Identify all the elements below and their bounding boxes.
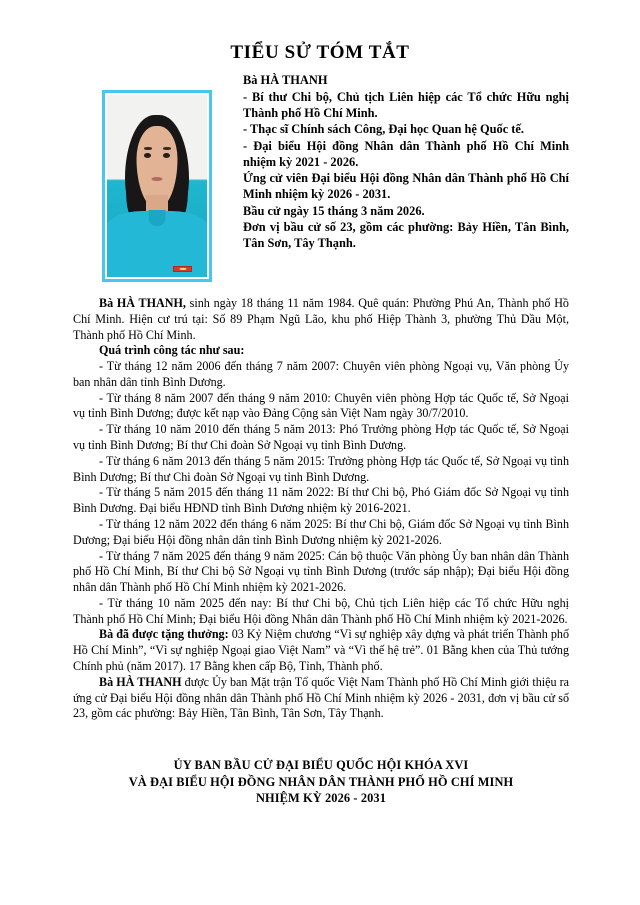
candidate-photo — [102, 90, 212, 282]
footer-line-1: ỦY BAN BẦU CỬ ĐẠI BIỂU QUỐC HỘI KHÓA XVI — [173, 758, 469, 772]
bio-intro-detail: sinh ngày 18 tháng 11 năm 1984. Quê quán: Phường Phú An, Thành phố Hồ Chí Minh. Hiện cư trú tại: Số 89 Phạm Ngũ Lão, khu phố Hiệp Thành 3, phường Thủ Dầu Một, Thành phố Hồ Chí Minh. — [73, 296, 569, 342]
portrait-eyebrow-right — [163, 147, 171, 150]
career-entry: - Từ tháng 5 năm 2015 đến tháng 11 năm 2022: Bí thư Chi bộ, Phó Giám đốc Sở Ngoại vụ tỉnh Bình Dương. Đại biểu HĐND tỉnh Bình Dương nhiệm kỳ 2016-2021. — [73, 485, 569, 516]
portrait-eye-left — [144, 153, 151, 158]
flag-badge-icon — [173, 266, 193, 272]
nomination-detail: được Ủy ban Mặt trận Tổ quốc Việt Nam Thành phố Hồ Chí Minh giới thiệu ra ứng cử Đại biểu Hội đồng nhân dân Thành phố Hồ Chí Minh nhiệm kỳ 2026 - 2031, đơn vị bầu cử số 23, gồm các phường: Bảy Hiền, Tân Bình, Tân Sơn, Tây Thạnh. — [73, 674, 569, 721]
summary-line-candidacy: Ứng cử viên Đại biểu Hội đồng Nhân dân Thành phố Hồ Chí Minh nhiệm kỳ 2026 - 2031. — [243, 171, 569, 201]
candidate-header — [73, 72, 569, 292]
career-entry: - Từ tháng 7 năm 2025 đến tháng 9 năm 2025: Cán bộ thuộc Văn phòng Ủy ban nhân dân Thành phố Hồ Chí Minh, Bí thư Chi bộ Sở Ngoại vụ tỉnh Bình Dương (trước sáp nhập); Đại biểu Hội đồng nhân dân Thành phố Hồ Chí Minh nhiệm kỳ 2021-2026. — [73, 548, 569, 595]
document-footer — [73, 757, 569, 807]
career-entry: - Từ tháng 10 năm 2025 đến nay: Bí thư Chi bộ, Chủ tịch Liên hiệp các Tổ chức Hữu nghị Thành phố Hồ Chí Minh; Đại biểu Hội đồng Nhân dân Thành phố Hồ Chí Minh nhiệm kỳ 2021-2026. — [73, 595, 569, 626]
bio-intro-paragraph — [73, 296, 569, 343]
portrait-hair-right — [176, 150, 188, 216]
candidate-name: Bà HÀ THANH — [243, 73, 328, 87]
footer-line-2: VÀ ĐẠI BIỂU HỘI ĐỒNG NHÂN DÂN THÀNH PHỐ HỒ CHÍ MINH — [128, 774, 514, 789]
awards-label: Bà đã được tặng thưởng: — [99, 627, 229, 642]
summary-line-education: - Thạc sĩ Chính sách Công, Đại học Quan hệ Quốc tế. — [243, 122, 525, 136]
nomination-paragraph — [73, 675, 569, 722]
awards-detail: 03 Kỷ Niệm chương “Vì sự nghiệp xây dựng và phát triển Thành phố Hồ Chí Minh”, “Vì sự nghiệp Ngoại giao Việt Nam” và “Vì thế hệ trẻ”. 01 Bằng khen của Thủ tướng Chính phủ (năm 2017). 17 Bằng khen cấp Bộ, Tỉnh, Thành phố. — [73, 627, 569, 673]
career-entry: - Từ tháng 6 năm 2013 đến tháng 5 năm 2015: Trưởng phòng Hợp tác Quốc tế, Sở Ngoại vụ tỉnh Bình Dương; Bí thư Chi đoàn Sở Ngoại vụ tỉnh Bình Dương. — [73, 453, 569, 484]
summary-line-current-term: - Đại biểu Hội đồng Nhân dân Thành phố Hồ Chí Minh nhiệm kỳ 2021 - 2026. — [243, 138, 569, 169]
portrait-image — [107, 95, 207, 277]
career-entry: - Từ tháng 10 năm 2010 đến tháng 5 năm 2013: Phó Trưởng phòng Hợp tác Quốc tế, Sở Ngoại vụ tỉnh Bình Dương; Bí thư Chi đoàn Sở Ngoại vụ tỉnh Bình Dương. — [73, 422, 569, 453]
summary-line-constituency: Đơn vị bầu cử số 23, gồm các phường: Bảy Hiền, Tân Bình, Tân Sơn, Tây Thạnh. — [243, 220, 569, 250]
biography-body — [73, 296, 569, 722]
career-entry: - Từ tháng 12 năm 2022 đến tháng 6 năm 2025: Bí thư Chi bộ, Giám đốc Sở Ngoại vụ tỉnh Bình Dương; Đại biểu Hội đồng nhân dân tỉnh Bình Dương nhiệm kỳ 2021-2026. — [73, 516, 569, 547]
career-heading — [73, 343, 569, 359]
candidate-summary — [243, 72, 569, 252]
summary-line-election-date: Bầu cử ngày 15 tháng 3 năm 2026. — [243, 203, 425, 218]
portrait-eye-right — [163, 153, 170, 158]
career-entry: - Từ tháng 12 năm 2006 đến tháng 7 năm 2007: Chuyên viên phòng Ngoại vụ, Văn phòng Ủy ban nhân dân tỉnh Bình Dương. — [73, 359, 569, 389]
bio-intro-name: Bà HÀ THANH, — [99, 296, 186, 310]
portrait-eyebrow-left — [144, 147, 152, 150]
career-heading-text: Quá trình công tác như sau: — [99, 343, 245, 358]
summary-line-position: - Bí thư Chi bộ, Chủ tịch Liên hiệp các Tổ chức Hữu nghị Thành phố Hồ Chí Minh. — [243, 89, 569, 120]
footer-line-3: NHIỆM KỲ 2026 - 2031 — [255, 791, 387, 805]
page-title: TIỂU SỬ TÓM TẮT — [230, 42, 410, 63]
awards-paragraph — [73, 627, 569, 674]
career-entry: - Từ tháng 8 năm 2007 đến tháng 9 năm 2010: Chuyên viên phòng Hợp tác Quốc tế, Sở Ngoại vụ tỉnh Bình Dương; được kết nạp vào Đảng Cộng sản Việt Nam ngày 30/7/2010. — [73, 390, 569, 421]
nomination-name: Bà HÀ THANH — [99, 674, 182, 689]
